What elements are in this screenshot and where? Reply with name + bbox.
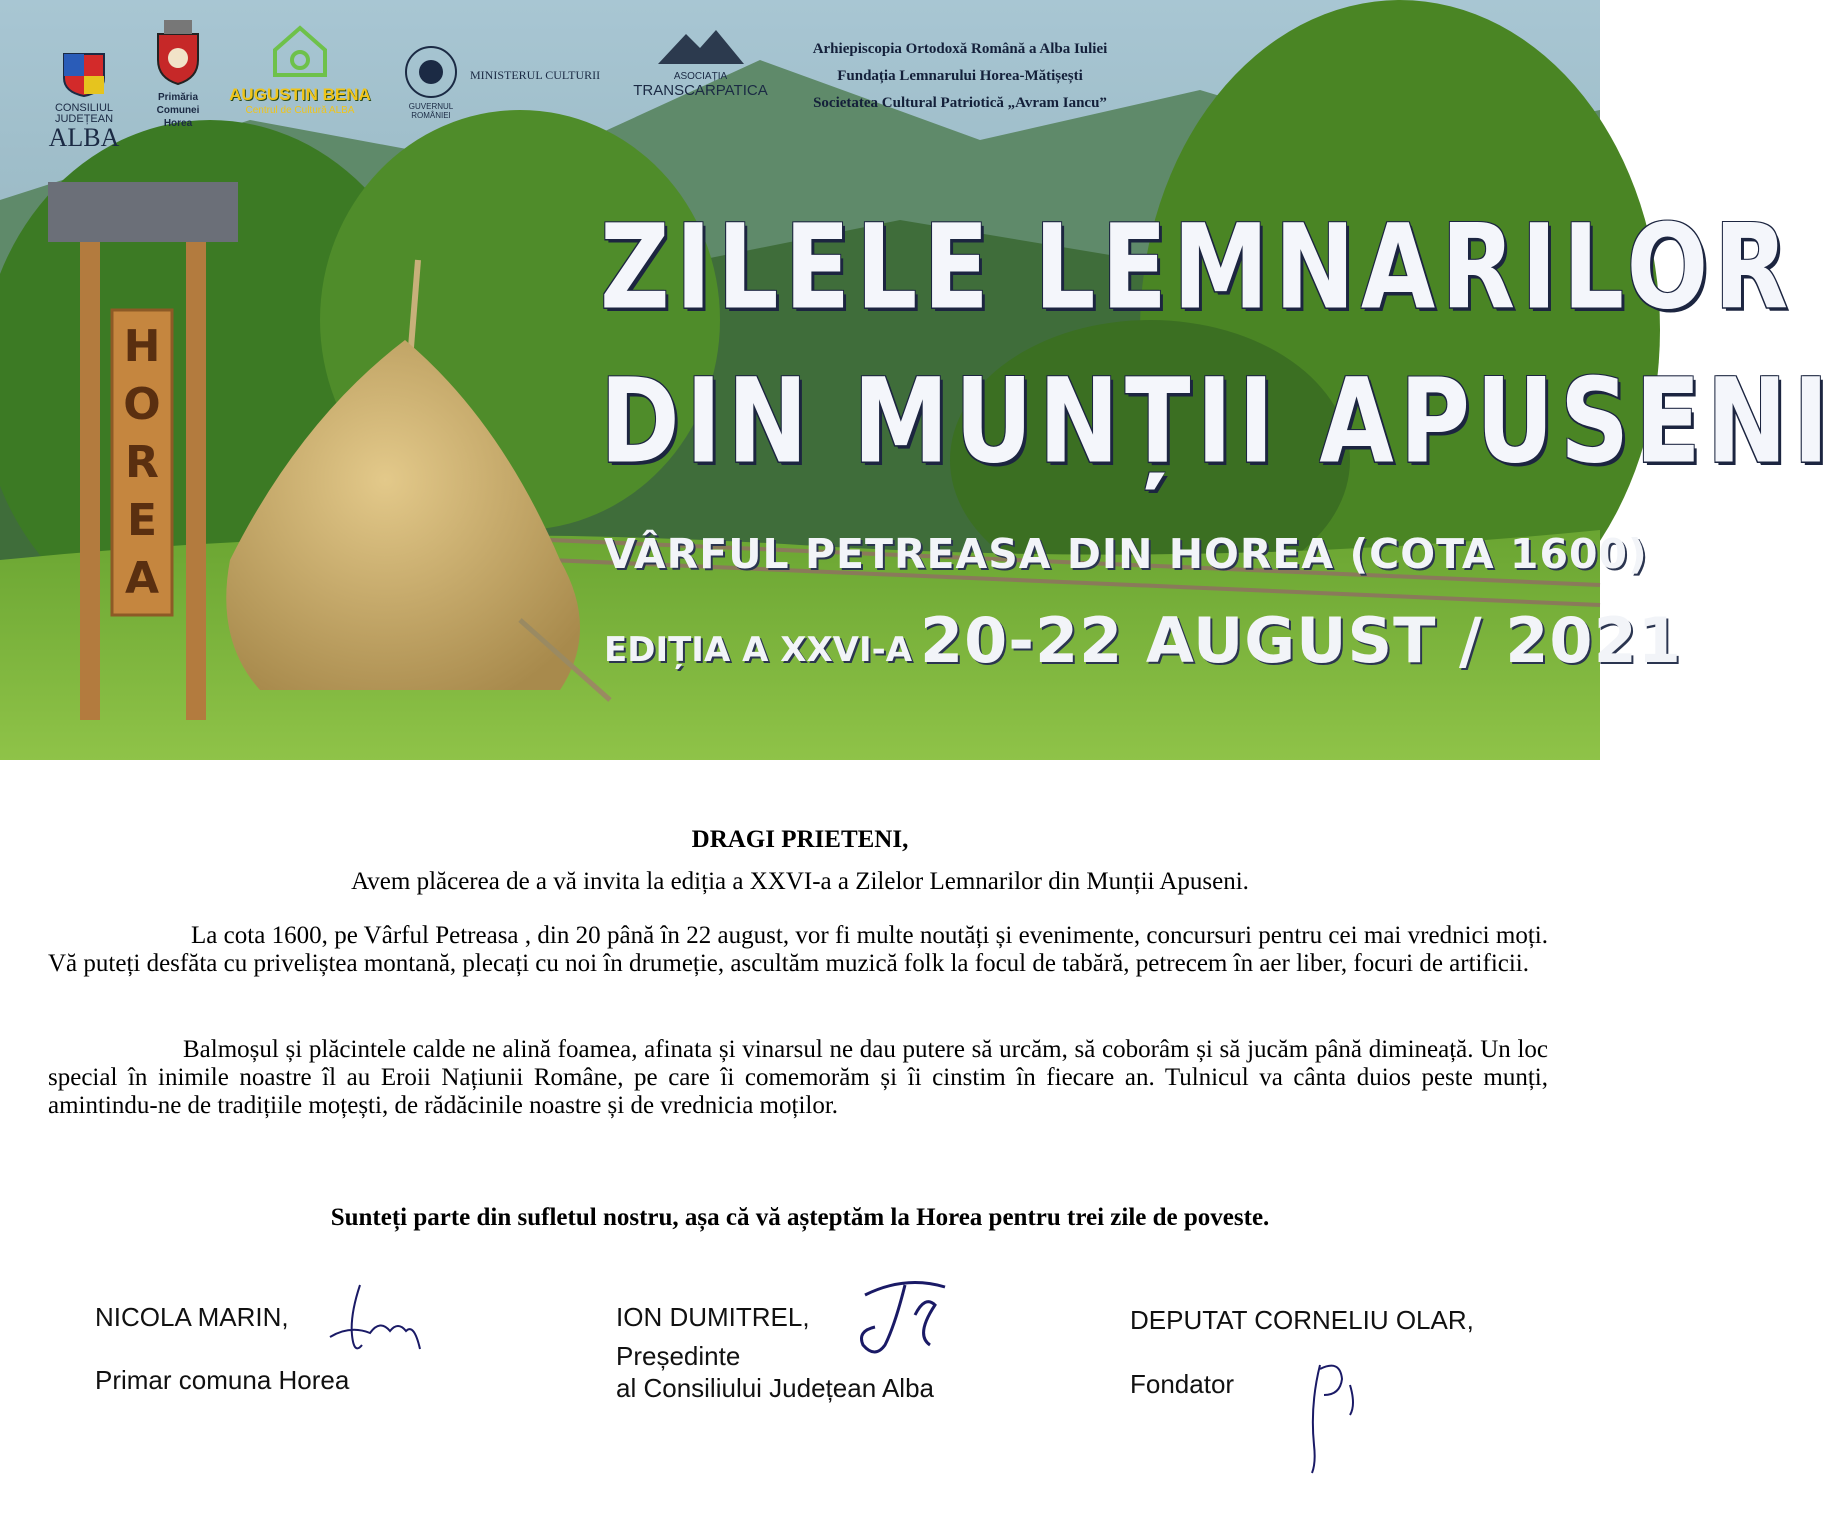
asociatia-label: ASOCIAȚIA (673, 71, 728, 82)
ministerul-culturii-label: MINISTERUL CULTURII (470, 68, 601, 82)
alba-label: ALBA (48, 123, 120, 152)
festival-dates: 20-22 AUGUST / 2021 (920, 604, 1682, 677)
letter-paragraph-3: Balmoșul și plăcintele calde ne alină foamea, afinata și vinarsul ne dau putere să urcăm, să coborâm și să jucăm până dimineață. Un loc special în inimile noastre îl au Eroii Națiunii Române, pe care îi comemorăm și îi cinstim în fiecare an. Tulnicul va cânta duios peste munți, amintindu-ne de tradițiile moțești, de rădăcinile noastre și de vrednicia moților. (48, 1036, 1548, 1119)
signatory-1-role: Primar comuna Horea (95, 1365, 350, 1395)
signatory-3-name: DEPUTAT CORNELIU OLAR, (1130, 1305, 1474, 1335)
guvernul-label: GUVERNUL ROMÂNIEI (408, 102, 454, 120)
consiliul-label: CONSILIUL JUDEȚEAN (54, 102, 114, 125)
festival-title-line2: DIN MUNȚII APUSENI (600, 352, 1835, 490)
signatory-1-name: NICOLA MARIN, (95, 1302, 289, 1332)
signatory-2-name: ION DUMITREL, (616, 1302, 810, 1332)
guvernul-logo (402, 44, 460, 105)
signatory-2-role-line2: al Consiliului Județean Alba (616, 1373, 934, 1403)
transcarpatica-logo (628, 26, 773, 99)
signatory-3-role: Fondator (1130, 1369, 1235, 1399)
signatory-2-role: Președinte (616, 1341, 741, 1371)
festival-edition: EDIȚIA A XXVI-A (604, 630, 913, 670)
letter-closing: Sunteți parte din sufletul nostru, așa că vă așteptăm la Horea pentru trei zile de poveste. (330, 1204, 1270, 1231)
letter-greeting: DRAGI PRIETENI, (691, 826, 909, 853)
augustin-sub-label: Centrul de Cultură ALBA (245, 105, 355, 116)
signature-2-icon (845, 1275, 965, 1365)
letter-paragraph-1: Avem plăcerea de a vă invita la ediția a XXVI-a a Zilelor Lemnarilor din Munții Apuseni. (351, 868, 1249, 895)
house-note-icon (265, 20, 335, 80)
county-crest-icon (59, 50, 109, 98)
organizer-line: Societatea Cultural Patriotică „Avram Iancu” (813, 95, 1107, 111)
signature-1-icon (320, 1275, 430, 1365)
primaria-label: Primăria Comunei Horea (156, 92, 200, 129)
festival-location: VÂRFUL PETREASA DIN HOREA (COTA 1600) (604, 530, 1648, 578)
primaria-horea-logo (150, 16, 206, 130)
commune-crest-icon (152, 16, 204, 86)
letter-paragraph-2: La cota 1600, pe Vârful Petreasa , din 20 până în 22 august, vor fi multe noutăți și evenimente, concursuri pentru cei mai vrednici moți. Vă puteți desfăta cu priveliștea montană, plecați cu noi în drumeție, ascultăm muzică folk la focul de tabără, petrecem în aer liber, focuri de artificii. (48, 922, 1548, 977)
signature-3-icon (1290, 1345, 1380, 1475)
transcarpatica-label: TRANSCARPATICA (633, 82, 768, 99)
organizer-line: Fundația Lemnarului Horea-Mătișești (837, 68, 1083, 84)
festival-title-line1: ZILELE LEMNARILOR (600, 198, 1795, 336)
mountain-icon (656, 26, 746, 66)
organizer-line: Arhiepiscopia Ortodoxă Română a Alba Iuliei (812, 41, 1108, 57)
horea-sign-text: HOREA (123, 321, 161, 604)
consiliul-judetean-logo (44, 50, 124, 151)
government-seal-icon (403, 44, 459, 100)
augustin-label: AUGUSTIN BENA (229, 85, 371, 104)
organizers-list (790, 36, 1130, 117)
augustin-bena-logo (215, 20, 385, 116)
